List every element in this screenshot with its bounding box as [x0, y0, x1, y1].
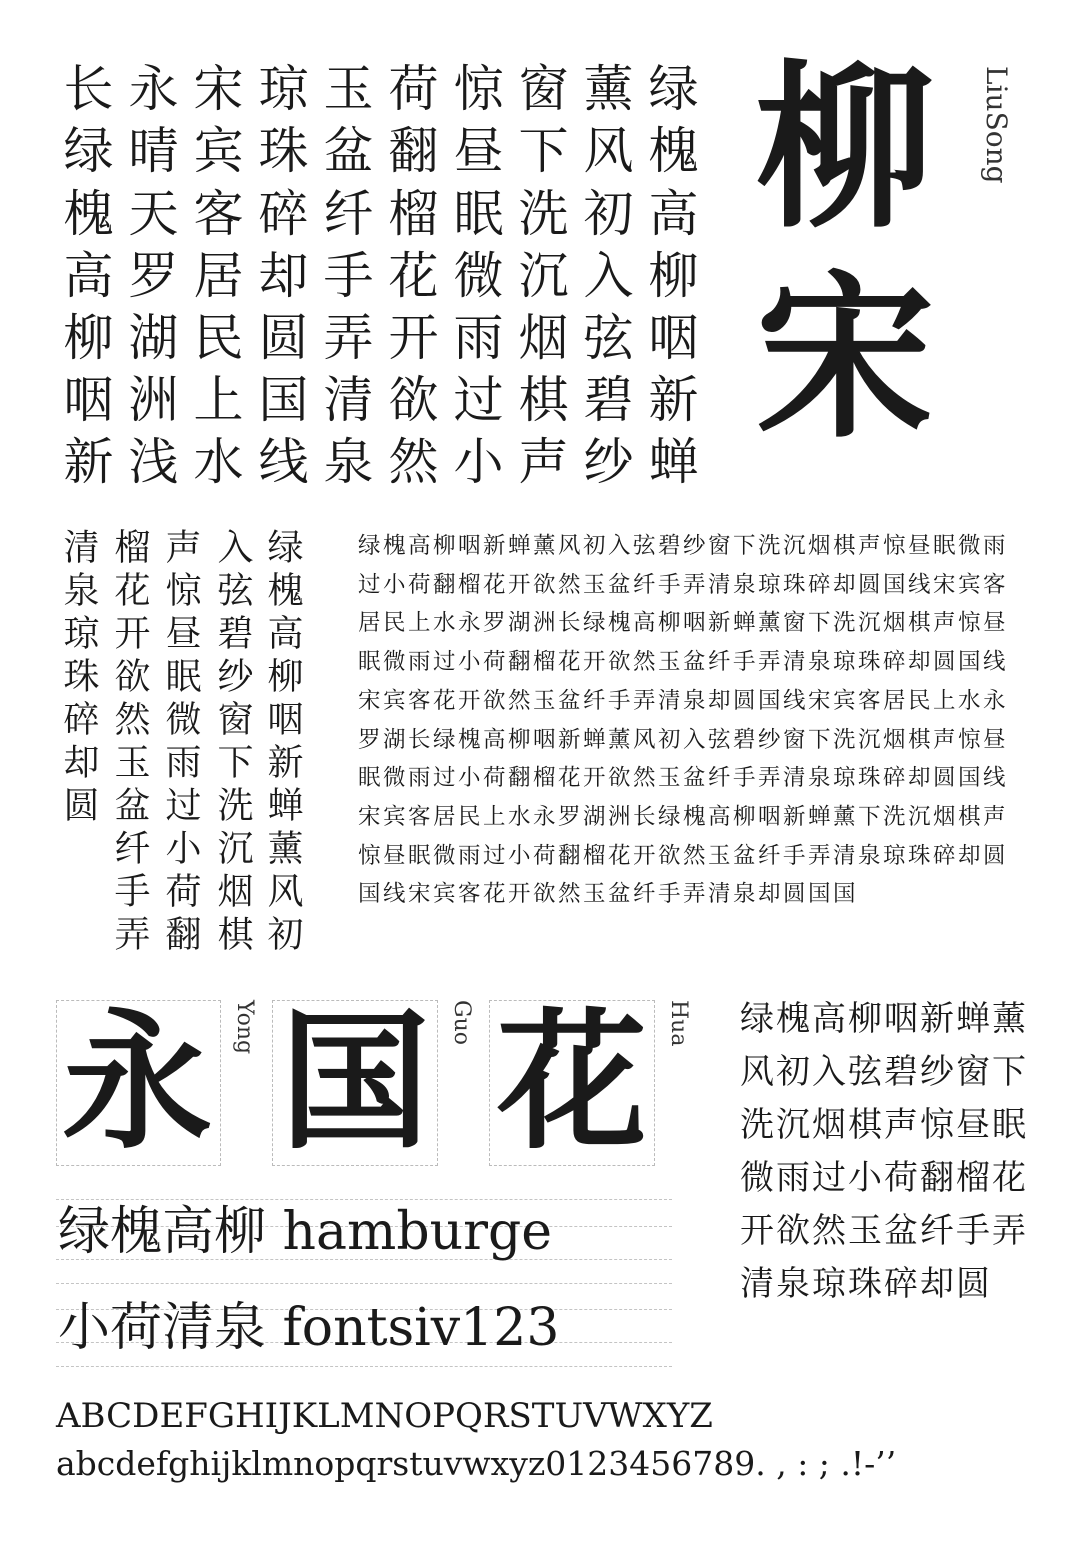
- grid-char: 罗: [128, 247, 179, 305]
- grid-char: 绿: [63, 122, 114, 180]
- grid-char: 宋: [193, 60, 244, 118]
- grid-char: 翻: [388, 122, 439, 180]
- grid-char: 居: [193, 247, 244, 305]
- grid-char: 线: [258, 433, 309, 491]
- lowercase-digits: abcdefghijklmnopqrstuvwxyz0123456789. , : ; .!-’’: [56, 1444, 897, 1483]
- grid-char: 昼: [453, 122, 504, 180]
- vertical-column: 入弦碧纱窗下洗沉烟棋: [212, 528, 253, 958]
- grid-char: 新: [648, 371, 699, 429]
- grid-char: 客: [193, 185, 244, 243]
- grid-char: 棋: [518, 371, 569, 429]
- title-char-song: 宋: [756, 253, 934, 462]
- grid-char: 风: [583, 122, 634, 180]
- grid-char: 然: [388, 433, 439, 491]
- grid-char: 手: [323, 247, 374, 305]
- title-char-liu: 柳: [756, 43, 934, 252]
- body-text-sample: 绿槐高柳咽新蝉薰风初入弦碧纱窗下洗沉烟棋声惊昼眠微雨过小荷翻榴花开欲然玉盆纤手弄清泉琼珠碎却圆国线宋宾客居民上水永罗湖洲长绿槐高柳咽新蝉薰窗下洗沉烟棋声惊昼眠微雨过小荷翻榴花开欲然玉盆纤手弄清泉琼珠碎却圆国线宋宾客花开欲然玉盆纤手弄清泉却圆国线宋宾客居民上水永罗湖长绿槐高柳咽新蝉薰风初入弦碧纱窗下洗沉烟棋声惊昼眠微雨过小荷翻榴花开欲然玉盆纤手弄清泉琼珠碎却圆国线宋宾客居民上水永罗湖洲长绿槐高柳咽新蝉薰下洗沉烟棋声惊昼眠微雨过小荷翻榴花开欲然玉盆纤手弄清泉琼珠碎却圆国线宋宾客花开欲然玉盆纤手弄清泉却圆国国: [358, 533, 1009, 908]
- grid-char: 圆: [258, 309, 309, 367]
- grid-char: 洲: [128, 371, 179, 429]
- grid-char: 下: [518, 122, 569, 180]
- grid-char: 槐: [63, 185, 114, 243]
- grid-char: 清: [323, 371, 374, 429]
- glyph-pinyin: Guo: [449, 1000, 474, 1045]
- grid-char: 碧: [583, 371, 634, 429]
- grid-char: 弄: [323, 309, 374, 367]
- grid-char: 柳: [63, 309, 114, 367]
- glyph-yong: 永: [62, 994, 213, 1170]
- grid-char: 新: [63, 433, 114, 491]
- grid-char: 高: [63, 247, 114, 305]
- grid-char: 初: [583, 185, 634, 243]
- sample-line: 小荷清泉 fontsiv123: [58, 1298, 560, 1358]
- vertical-column: 清泉琼珠碎却圆: [58, 528, 99, 829]
- grid-char: 长: [63, 60, 114, 118]
- grid-char: 蝉: [648, 433, 699, 491]
- grid-char: 小: [453, 433, 504, 491]
- grid-char: 入: [583, 247, 634, 305]
- grid-char: 盆: [323, 122, 374, 180]
- grid-row: [56, 245, 706, 307]
- grid-char: 薰: [583, 60, 634, 118]
- grid-char: 窗: [518, 60, 569, 118]
- vertical-column: 榴花开欲然玉盆纤手弄: [109, 528, 150, 958]
- grid-char: 泉: [323, 433, 374, 491]
- right-text-sample: 绿槐高柳咽新蝉薰风初入弦碧纱窗下洗沉烟棋声惊昼眠微雨过小荷翻榴花开欲然玉盆纤手弄清泉琼珠碎却圆: [740, 999, 1028, 1304]
- grid-char: 眠: [453, 185, 504, 243]
- grid-char: 槐: [648, 122, 699, 180]
- grid-char: 沉: [518, 247, 569, 305]
- grid-row: [56, 431, 706, 493]
- grid-char: 却: [258, 247, 309, 305]
- grid-row: [56, 183, 706, 245]
- vertical-column: 声惊昼眠微雨过小荷翻: [160, 528, 201, 958]
- grid-char: 欲: [388, 371, 439, 429]
- glyph-pinyin: Yong: [232, 1000, 257, 1055]
- guide-line: [56, 1366, 672, 1367]
- grid-char: 烟: [518, 309, 569, 367]
- grid-char: 微: [453, 247, 504, 305]
- grid-row: [56, 369, 706, 431]
- grid-char: 水: [193, 433, 244, 491]
- grid-char: 晴: [128, 122, 179, 180]
- grid-char: 开: [388, 309, 439, 367]
- uppercase-alphabet: ABCDEFGHIJKLMNOPQRSTUVWXYZ: [56, 1396, 713, 1436]
- grid-char: 浅: [128, 433, 179, 491]
- grid-char: 宾: [193, 122, 244, 180]
- grid-char: 天: [128, 185, 179, 243]
- grid-char: 国: [258, 371, 309, 429]
- grid-char: 声: [518, 433, 569, 491]
- grid-char: 咽: [648, 309, 699, 367]
- grid-char: 碎: [258, 185, 309, 243]
- vertical-column: 绿槐高柳咽新蝉薰风初: [262, 528, 303, 958]
- guide-line: [56, 1283, 672, 1284]
- grid-row: [56, 120, 706, 182]
- grid-char: 柳: [648, 247, 699, 305]
- grid-char: 湖: [128, 309, 179, 367]
- grid-char: 高: [648, 185, 699, 243]
- grid-char: 玉: [323, 60, 374, 118]
- grid-char: 上: [193, 371, 244, 429]
- glyph-guo: 国: [280, 994, 431, 1170]
- grid-char: 榴: [388, 185, 439, 243]
- glyph-pinyin: Hua: [666, 1000, 691, 1047]
- sample-line: 绿槐高柳 hamburge: [58, 1202, 553, 1262]
- glyph-hua: 花: [497, 994, 648, 1170]
- grid-char: 荷: [388, 60, 439, 118]
- grid-char: 过: [453, 371, 504, 429]
- grid-char: 纤: [323, 185, 374, 243]
- grid-char: 绿: [648, 60, 699, 118]
- grid-char: 雨: [453, 309, 504, 367]
- title-pinyin: LiuSong: [980, 66, 1013, 184]
- grid-char: 惊: [453, 60, 504, 118]
- grid-row: [56, 307, 706, 369]
- grid-row: [56, 58, 706, 120]
- grid-char: 弦: [583, 309, 634, 367]
- grid-char: 永: [128, 60, 179, 118]
- grid-char: 珠: [258, 122, 309, 180]
- grid-char: 洗: [518, 185, 569, 243]
- grid-char: 琼: [258, 60, 309, 118]
- grid-char: 咽: [63, 371, 114, 429]
- grid-char: 花: [388, 247, 439, 305]
- grid-char: 纱: [583, 433, 634, 491]
- grid-char: 民: [193, 309, 244, 367]
